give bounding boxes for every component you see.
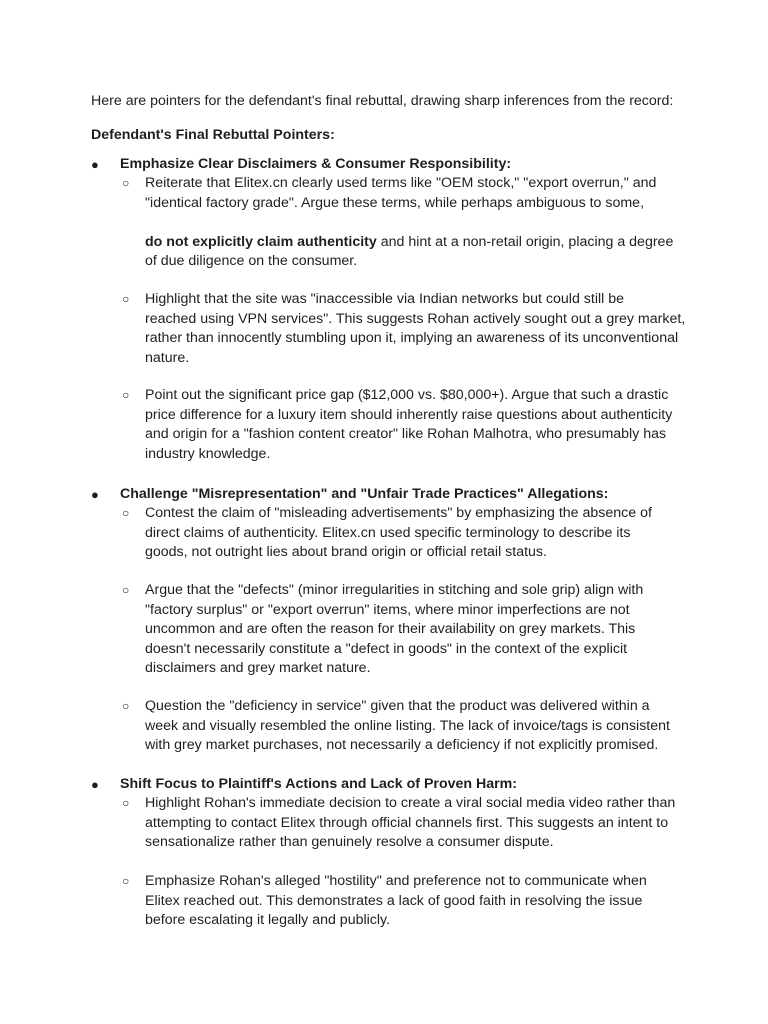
text-line: with grey market purchases, not necessarily a deficiency if not explicitly promised. [145,737,659,754]
text-line: rather than innocently stumbling upon it, implying an awareness of its unconventional [145,330,679,347]
sub-item-text [145,581,685,679]
sub-bullet-circle-icon: ○ [122,176,130,190]
text-line: industry knowledge. [145,445,271,462]
text-line: Emphasize Rohan's alleged "hostility" and preference not to communicate when [145,873,647,889]
sub-item-text [145,174,685,272]
text-line: before escalating it legally and publicly. [145,912,391,929]
text-line: week and visually resembled the online listing. The lack of invoice/tags is consistent [145,717,670,734]
sub-bullet-circle-icon: ○ [122,583,130,597]
text-line: Highlight Rohan's immediate decision to create a viral social media video rather than [145,795,676,811]
text-line: "factory surplus" or "export overrun" items, where minor imperfections are not [145,601,630,618]
sub-bullet-circle-icon: ○ [122,796,130,810]
text-line: Highlight that the site was "inaccessible via Indian networks but could still be [145,291,624,307]
text-line: and origin for a "fashion content creator" like Rohan Malhotra, who presumably has [145,426,667,443]
sub-item-text [145,697,685,756]
section-heading: Defendant's Final Rebuttal Pointers: [91,127,335,143]
bullet-title: Shift Focus to Plaintiff's Actions and Lack of Proven Harm: [120,776,517,792]
sub-bullet-circle-icon: ○ [122,292,130,306]
sub-item-text [145,872,685,931]
text-line: price difference for a luxury item should inherently raise questions about authenticity [145,406,673,423]
text-line: Reiterate that Elitex.cn clearly used terms like "OEM stock," "export overrun," and [145,175,657,191]
text-line: Point out the significant price gap ($12,000 vs. $80,000+). Argue that such a drastic [145,387,669,403]
bullet-dot-icon: ● [91,777,99,792]
text-line: nature. [145,349,190,366]
text-line: uncommon and are often the reason for their availability on grey markets. This [145,621,636,638]
intro-paragraph: Here are pointers for the defendant's final rebuttal, drawing sharp inferences from the record: [91,93,674,109]
sub-item-text [145,290,685,368]
sub-bullet-circle-icon: ○ [122,506,130,520]
text-line: Argue that the "defects" (minor irregularities in stitching and sole grip) align with [145,582,644,598]
bold-emphasis: do not explicitly claim authenticity [145,233,377,250]
bullet-title: Emphasize Clear Disclaimers & Consumer Responsibility: [120,156,512,172]
text-line: "identical factory grade". Argue these terms, while perhaps ambiguous to some, [145,194,645,211]
text-line: reached using VPN services". This suggests Rohan actively sought out a grey market, [145,310,686,327]
text-line: disclaimers and grey market nature. [145,660,371,677]
text-line: direct claims of authenticity. Elitex.cn used specific terminology to describe its [145,524,631,541]
text-line [145,233,685,253]
text-line: of due diligence on the consumer. [145,253,358,270]
text-line: sensationalize rather than genuinely resolve a consumer dispute. [145,834,554,851]
text-line: attempting to contact Elitex through official channels first. This suggests an intent to [145,814,669,831]
bullet-dot-icon: ● [91,487,99,502]
text-line: goods, not outright lies about brand origin or official retail status. [145,544,547,561]
sub-item-text [145,386,685,464]
text-segment: and hint at a non-retail origin, placing a degree [376,233,674,250]
text-line: Elitex reached out. This demonstrates a lack of good faith in resolving the issue [145,892,643,909]
sub-bullet-circle-icon: ○ [122,699,130,713]
sub-item-text [145,794,685,853]
sub-bullet-circle-icon: ○ [122,388,130,402]
text-line: doesn't necessarily constitute a "defect in goods" in the context of the explicit [145,640,628,657]
bullet-title: Challenge "Misrepresentation" and "Unfair Trade Practices" Allegations: [120,486,609,502]
text-line: Contest the claim of "misleading advertisements" by emphasizing the absence of [145,505,652,521]
text-line: Question the "deficiency in service" given that the product was delivered within a [145,698,650,714]
sub-bullet-circle-icon: ○ [122,874,130,888]
sub-item-text [145,504,685,563]
bullet-dot-icon: ● [91,157,99,172]
